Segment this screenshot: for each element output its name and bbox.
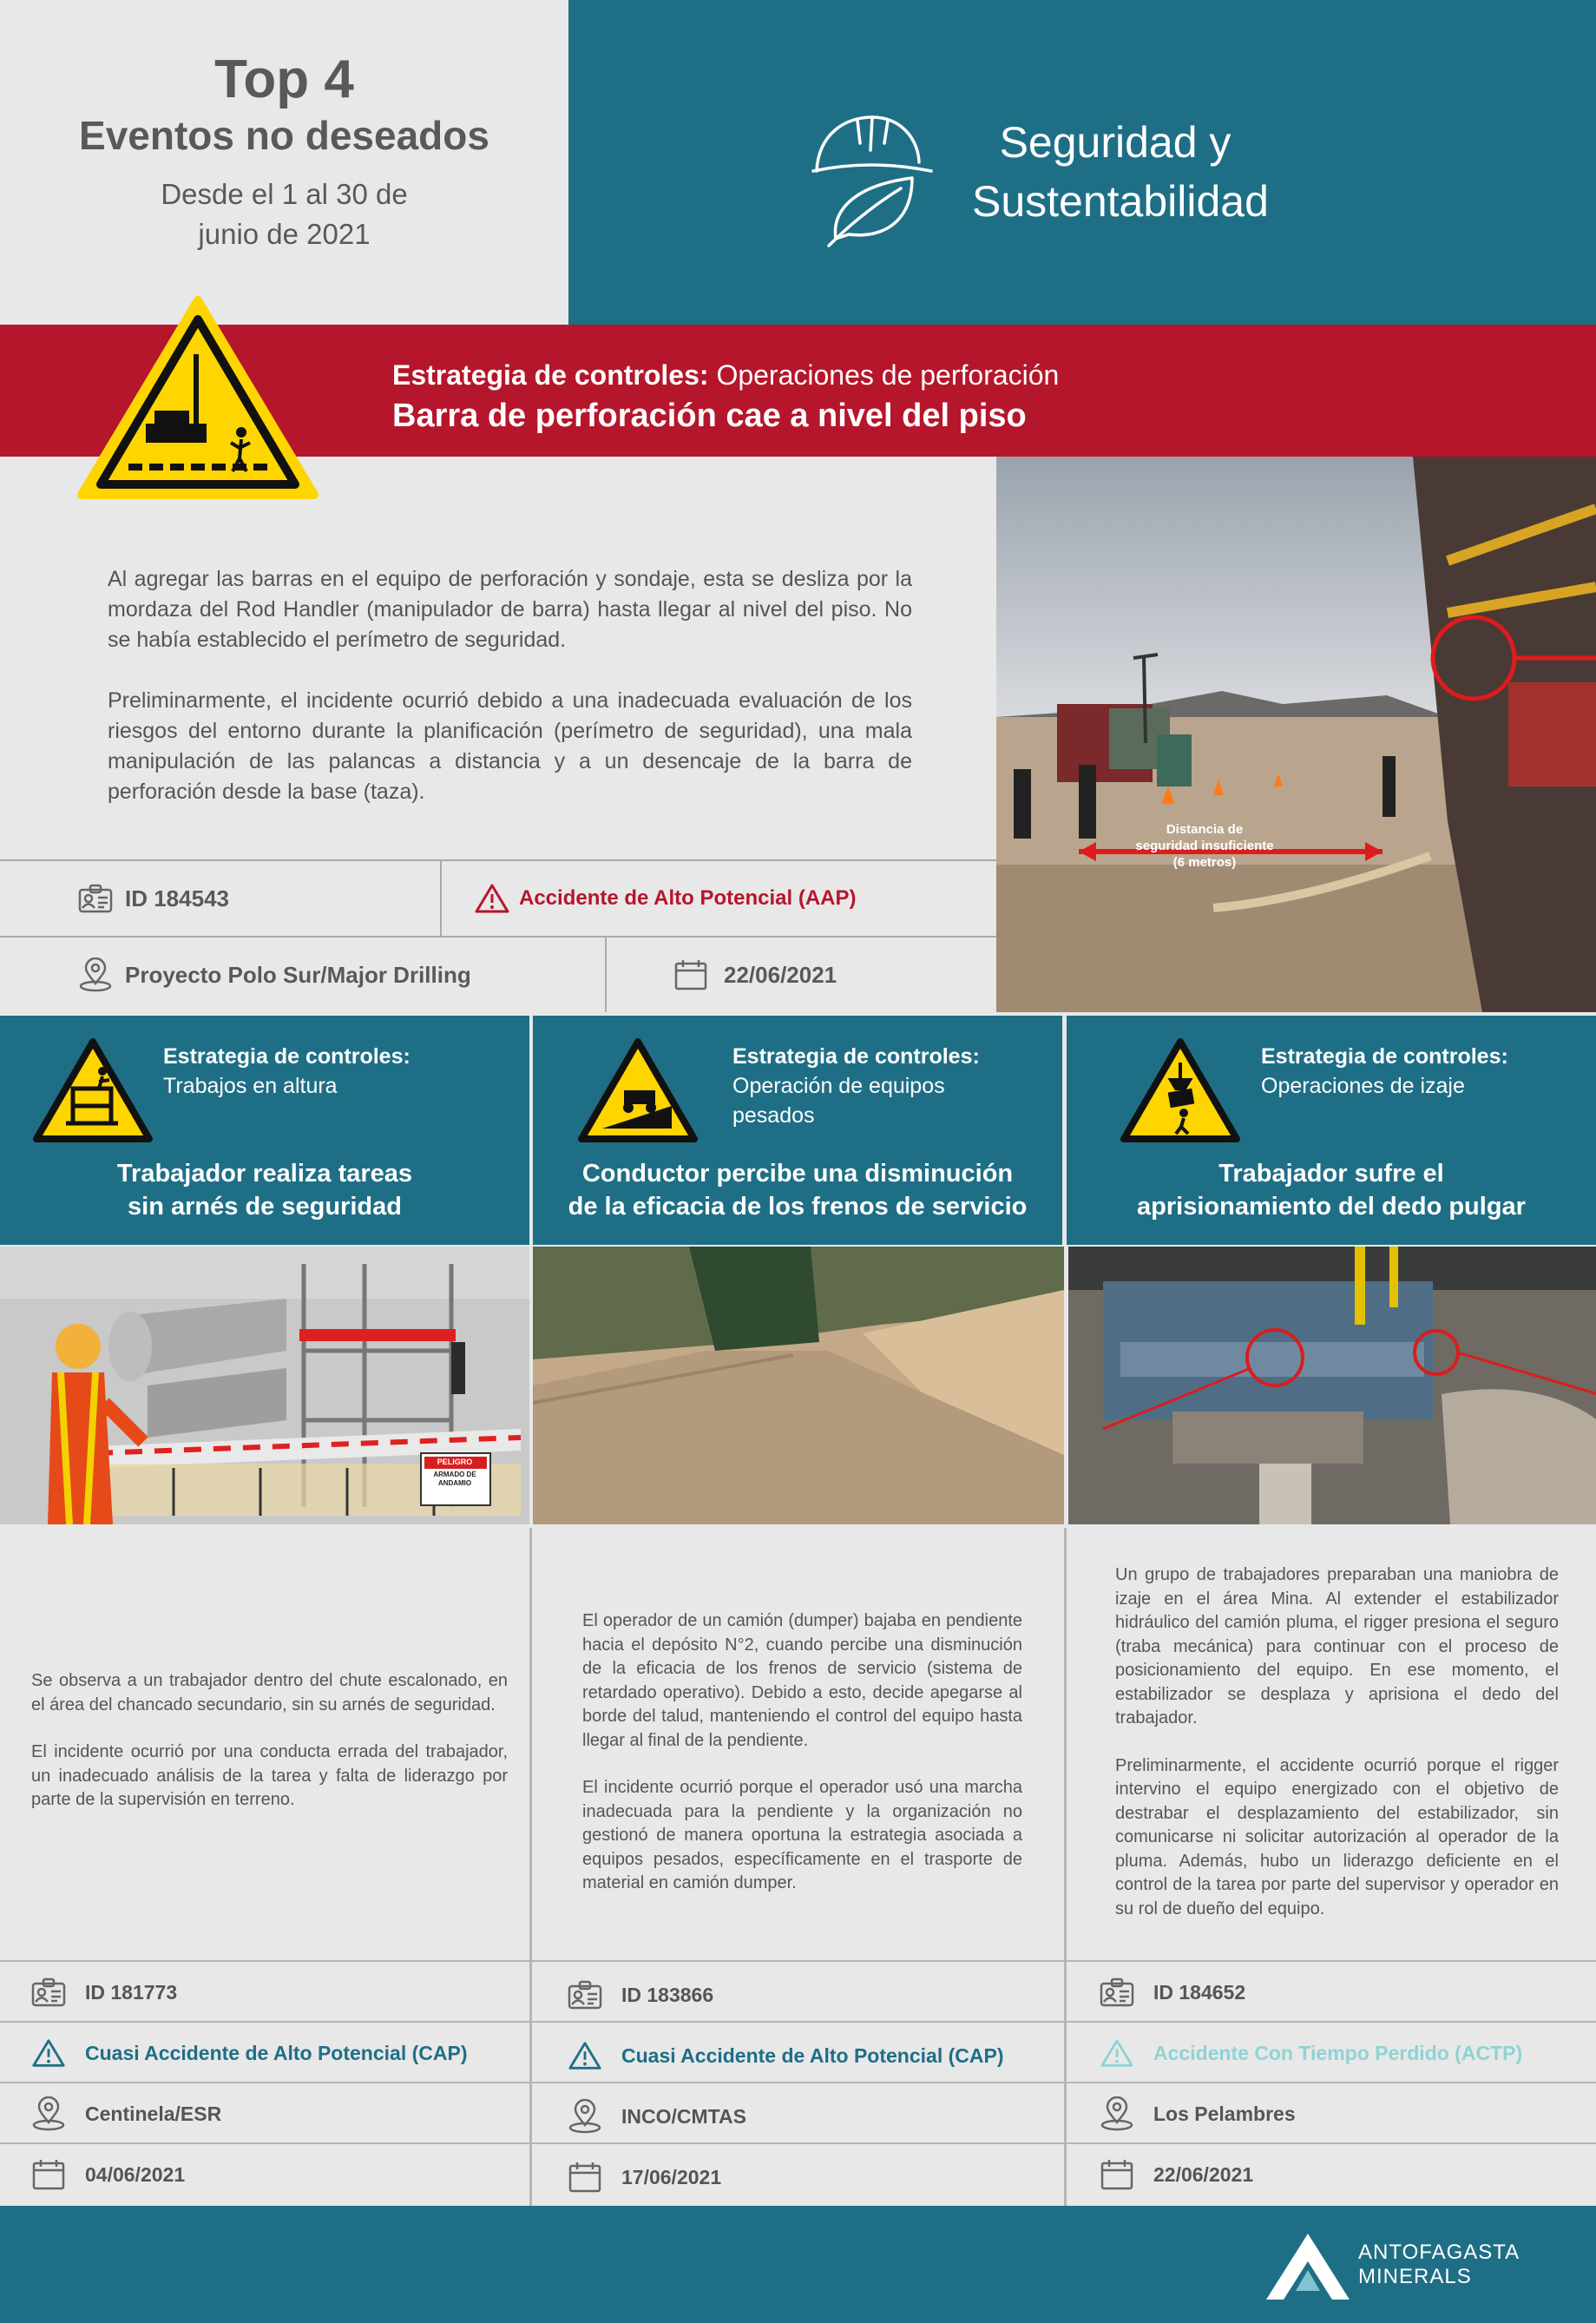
main-id: ID 184543 [78, 884, 229, 913]
id-card-icon [78, 884, 113, 913]
main-event-title: Barra de perforación cae a nivel del piso [392, 398, 1027, 434]
event-1-strategy: Estrategia de controles: Trabajos en altura [163, 1044, 410, 1098]
divider [440, 859, 442, 936]
event-3-date: 22/06/2021 [1100, 2144, 1253, 2205]
header-brand-block [568, 0, 1596, 325]
event-1-title: Trabajador realiza tareas sin arnés de seguridad [116, 1160, 413, 1221]
event-3-title: Trabajador sufre el aprisionamiento del dedo pulgar [1137, 1160, 1526, 1221]
main-event-description [108, 564, 912, 838]
drilling-warning-icon [76, 293, 319, 502]
date-range: Desde el 1 al 30 de junio de 2021 [161, 178, 408, 250]
event-3-location: Los Pelambres [1100, 2083, 1296, 2144]
warning-icon [474, 883, 510, 914]
event-1-description [31, 1669, 508, 1836]
event-2-header [533, 1016, 1062, 1245]
event-2-date: 17/06/2021 [568, 2147, 721, 2208]
event-1-header [0, 1016, 529, 1245]
location-pin-icon [1100, 2096, 1134, 2131]
event-2-paragraph-2: El incidente ocurrió porque el operador usó una marcha inadecuada para la pendiente y la organización no gestionó de manera oportuna la estrategia asociada a equipos pesados, específicamente en el trasporte de material en camión dumper. [582, 1778, 1022, 1892]
location-pin-icon [78, 957, 113, 992]
event-3-header [1067, 1016, 1596, 1245]
calendar-icon [1100, 2158, 1134, 2191]
header-title-block [0, 0, 568, 325]
main-strategy: Estrategia de controles: Operaciones de perforación [392, 359, 1060, 391]
event-3-paragraph-1: Un grupo de trabajadores preparaban una maniobra de izaje en el área Mina. Al extender el estabilizador hidráulico del camión pluma, el rigger presiona el seguro (traba mecánica) para continuar con el proceso de posicionamiento del equipo. En ese momento, el estabilizador se desplaza y aprisiona el dedo del trabajador. [1115, 1565, 1559, 1727]
event-2-location: INCO/CMTAS [568, 2086, 746, 2147]
footer [0, 2206, 1596, 2323]
calendar-icon [673, 958, 708, 991]
event-1-classification: Cuasi Accidente de Alto Potencial (CAP) [31, 2023, 467, 2083]
event-1-id: ID 181773 [31, 1962, 177, 2023]
divider [605, 936, 607, 1012]
location-pin-icon [31, 2096, 66, 2131]
event-1-paragraph-2: El incidente ocurrió por una conducta errada del trabajador, un inadecuado análisis de la tarea y falta de liderazgo por parte de la supervisión en terreno. [31, 1742, 508, 1809]
id-card-icon [568, 1980, 602, 2010]
event-2-classification: Cuasi Accidente de Alto Potencial (CAP) [568, 2025, 1003, 2086]
event-1-date: 04/06/2021 [31, 2144, 185, 2205]
column-divider [529, 1528, 532, 2206]
event-2-photo [533, 1247, 1064, 1524]
event-2-id: ID 183866 [568, 1964, 713, 2025]
helmet-leaf-icon [810, 109, 940, 247]
danger-sign-label: PELIGRO [437, 1458, 473, 1466]
main-paragraph-1: Al agregar las barras en el equipo de perforación y sondaje, esta se desliza por la mordaza del Rod Handler (manipulador de barra) hasta llegar al nivel del piso. No se había establecido el perímetro de seguridad. [108, 567, 912, 652]
event-1-location: Centinela/ESR [31, 2083, 221, 2144]
event-2-title: Conductor percibe una disminución de la eficacia de los frenos de servicio [568, 1160, 1028, 1221]
event-1-paragraph-1: Se observa a un trabajador dentro del chute escalonado, en el área del chancado secundario, sin su arnés de seguridad. [31, 1671, 508, 1714]
main-paragraph-2: Preliminarmente, el incidente ocurrió debido a una inadecuada evaluación de los riesgos del entorno durante la planificación (perímetro de seguridad), una mala manipulación de las palancas a distancia y a un desencaje de la barra de perforación desde la base (taza). [108, 688, 912, 804]
row-separator [0, 1960, 1596, 1962]
id-card-icon [1100, 1978, 1134, 2007]
event-3-strategy: Estrategia de controles: Operaciones de izaje [1261, 1044, 1508, 1098]
warning-icon [1100, 2037, 1134, 2069]
event-2-strategy: Estrategia de controles: Operación de equipos pesados [732, 1044, 980, 1128]
event-2-description [582, 1609, 1022, 1919]
title-top4: Top 4 [214, 49, 354, 109]
footer-logo-text: ANTOFAGASTA MINERALS [1358, 2241, 1520, 2288]
event-3-id: ID 184652 [1100, 1962, 1245, 2023]
event-3-photo [1068, 1247, 1596, 1524]
lifting-warning-icon [1119, 1036, 1242, 1146]
calendar-icon [31, 2158, 66, 2191]
main-date: 22/06/2021 [673, 958, 837, 991]
row-separator [0, 2142, 1596, 2144]
id-card-icon [31, 1978, 66, 2007]
helmet-icon [817, 117, 919, 171]
event-3-paragraph-2: Preliminarmente, el accidente ocurrió porque el rigger intervino el equipo energizado con el objetivo de destrabar el desplazamiento del estabilizador, sin comunicarse ni solicitar autorización al operador de la pluma. Además, hubo un liderazgo deficiente en el control de la tarea por parte del supervisor y operador en su rol de dueño del equipo. [1115, 1755, 1559, 1918]
title-eventos: Eventos no deseados [79, 113, 489, 158]
event-2-paragraph-1: El operador de un camión (dumper) bajaba en pendiente hacia el depósito N°2, cuando percibe una disminución de la eficacia de los frenos de servicio (sistema de retardado operativo). Debido a esto, decide apegarse al borde del talud, manteniendo el control del equipo hasta llegar al final de la pendiente. [582, 1611, 1022, 1750]
heavy-equipment-warning-icon [576, 1036, 699, 1146]
column-divider [1064, 1528, 1067, 2206]
calendar-icon [568, 2161, 602, 2194]
event-3-description [1115, 1563, 1559, 1945]
event-1-photo [0, 1247, 529, 1524]
main-info-row-2 [0, 936, 996, 1012]
main-info-row-1 [0, 859, 996, 936]
main-classification: Accidente de Alto Potencial (AAP) [474, 883, 857, 914]
heights-warning-icon [31, 1036, 154, 1146]
event-3-classification: Accidente Con Tiempo Perdido (ACTP) [1100, 2023, 1522, 2083]
location-pin-icon [568, 2099, 602, 2134]
brand-title: Seguridad y Sustentabilidad [972, 118, 1269, 226]
warning-icon [568, 2040, 602, 2071]
main-event-photo [996, 457, 1596, 1012]
photo-annotation: Distancia de seguridad insuficiente (6 metros) [1135, 822, 1274, 870]
main-location: Proyecto Polo Sur/Major Drilling [78, 957, 471, 992]
antofagasta-logo-icon [1263, 2230, 1353, 2303]
danger-sign-text: ARMADO DE ANDAMIO [433, 1471, 476, 1487]
warning-icon [31, 2037, 66, 2069]
